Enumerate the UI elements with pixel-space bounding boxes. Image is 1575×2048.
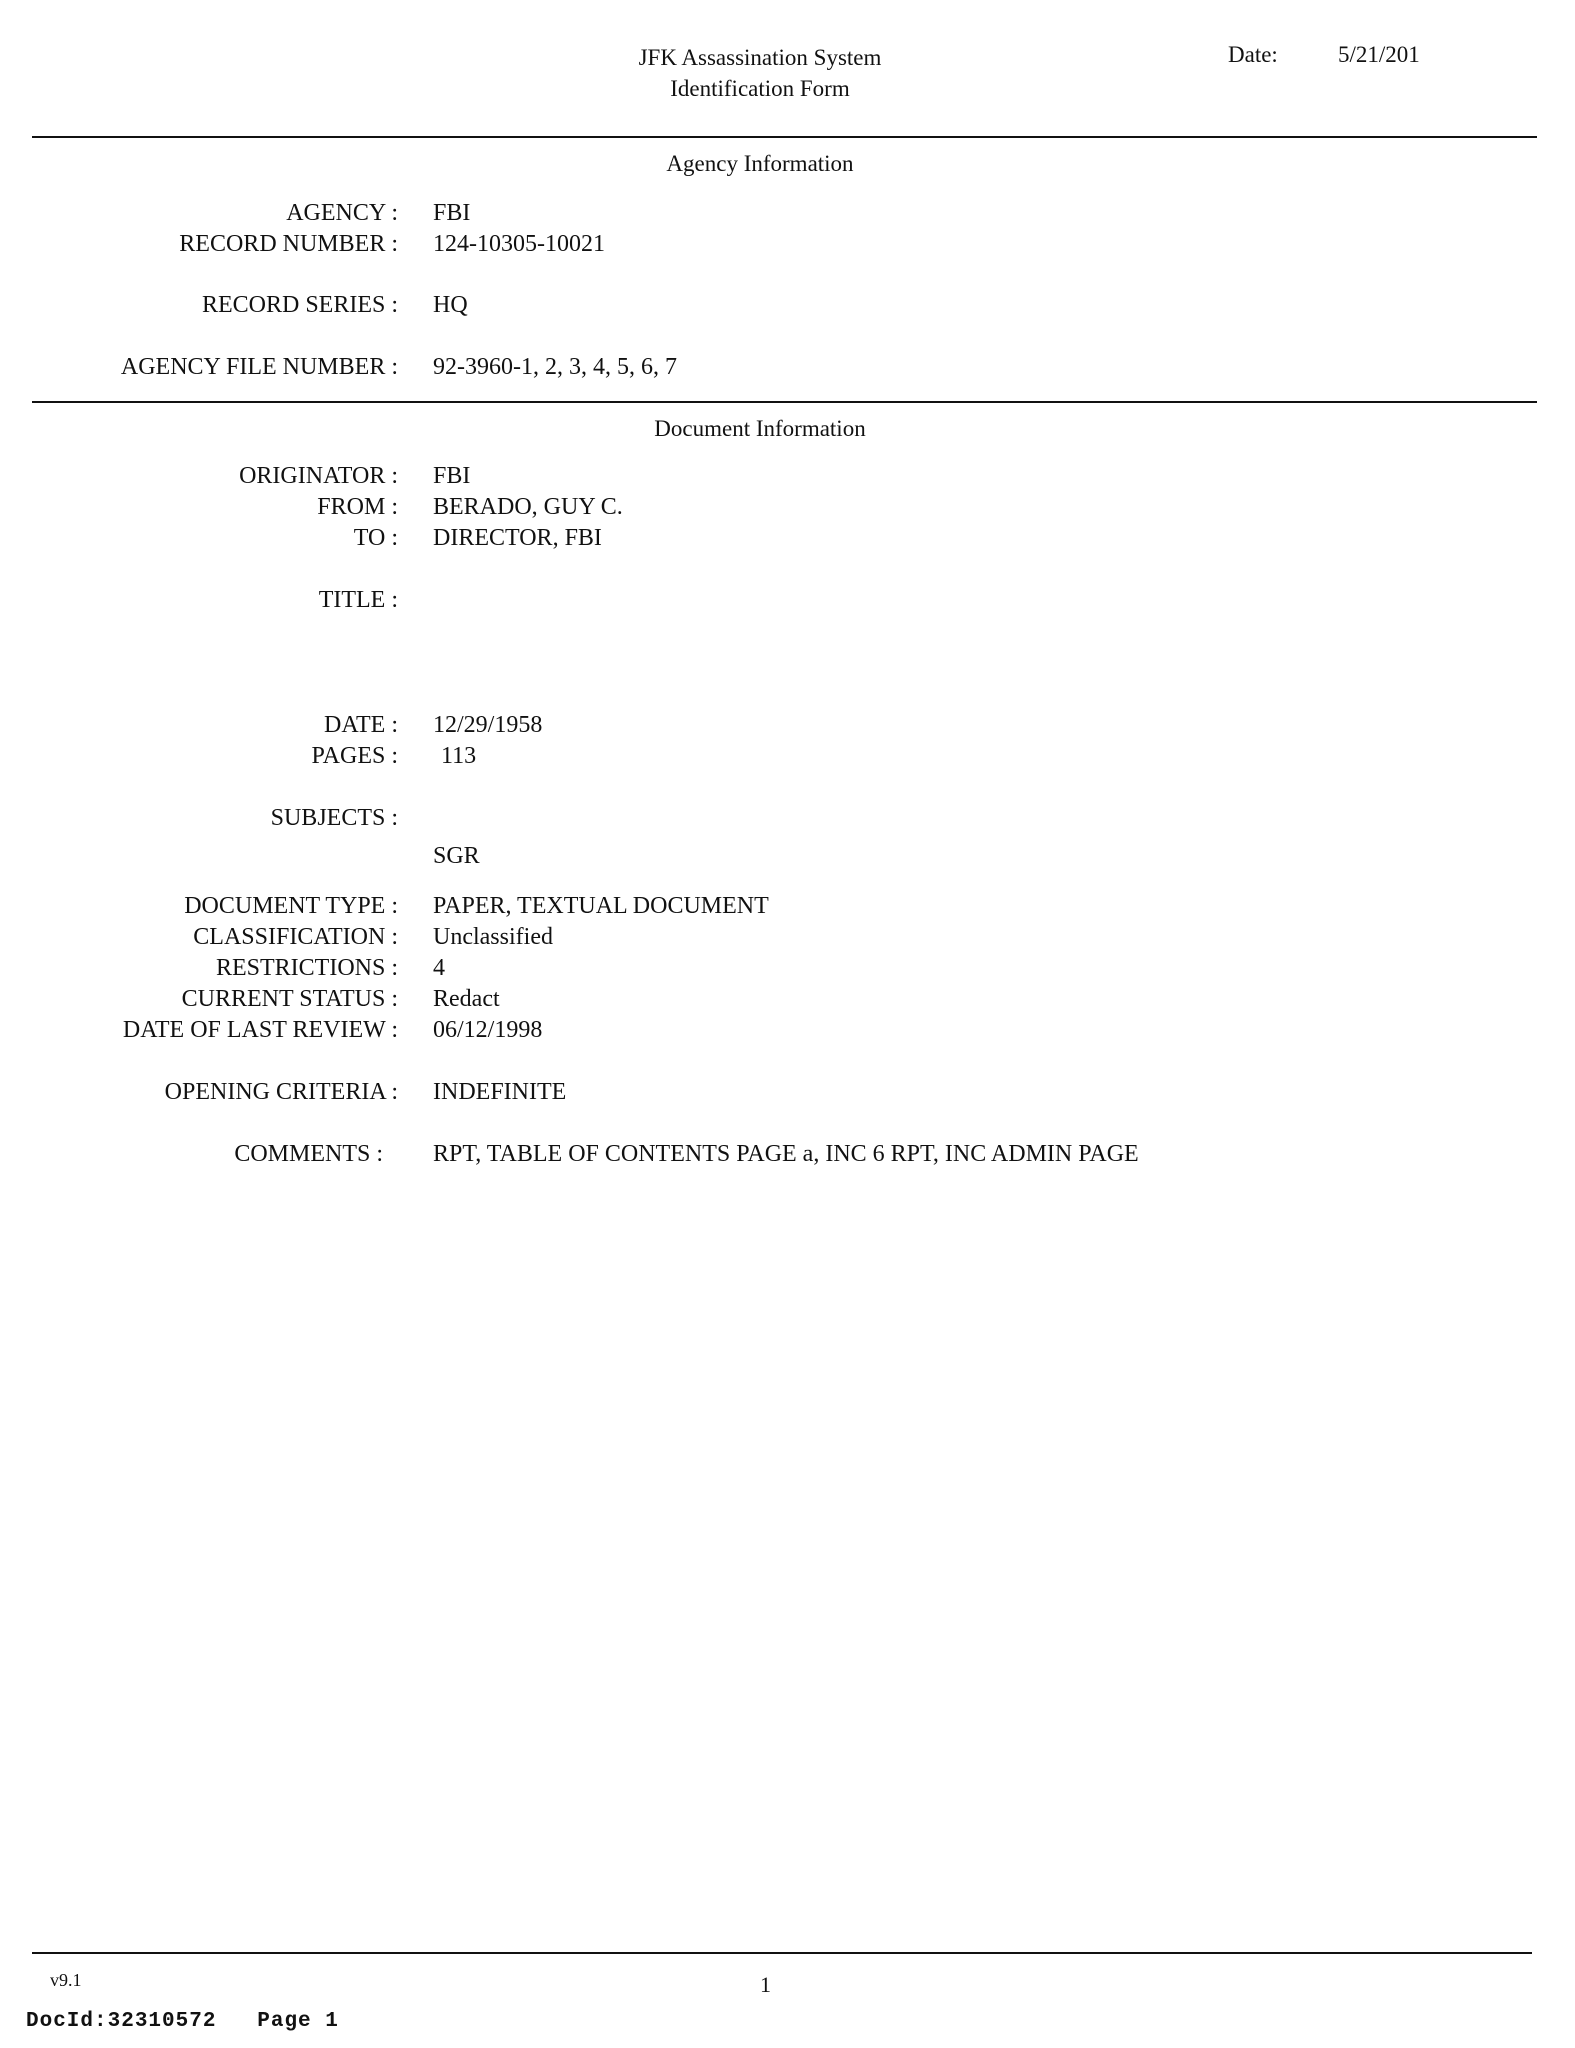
- restrictions-row: [0, 955, 1575, 987]
- header-date-value: 5/21/201: [1338, 42, 1420, 67]
- opening-criteria-label: OPENING CRITERIA :: [164, 1079, 398, 1105]
- pages-value: 113: [441, 743, 477, 769]
- opening-criteria-row: [0, 1079, 1575, 1111]
- comments-value: RPT, TABLE OF CONTENTS PAGE a, INC 6 RPT, INC ADMIN PAGE: [433, 1141, 1139, 1167]
- date-label: DATE :: [324, 712, 398, 738]
- subjects-value: SGR: [433, 843, 480, 869]
- record-number-value: 124-10305-10021: [433, 231, 605, 257]
- current-status-value: Redact: [433, 986, 500, 1012]
- document-type-label: DOCUMENT TYPE :: [184, 893, 398, 919]
- to-row: [0, 525, 1575, 557]
- comments-label: COMMENTS :: [234, 1141, 383, 1167]
- originator-value: FBI: [433, 463, 471, 489]
- originator-row: [0, 463, 1575, 495]
- subjects-label: SUBJECTS :: [270, 805, 398, 831]
- date-row: [0, 712, 1575, 744]
- from-row: [0, 494, 1575, 526]
- divider-top: [32, 136, 1537, 138]
- record-series-label: RECORD SERIES :: [201, 292, 398, 318]
- last-review-value: 06/12/1998: [433, 1017, 543, 1043]
- document-type-value: PAPER, TEXTUAL DOCUMENT: [433, 893, 769, 919]
- last-review-label: DATE OF LAST REVIEW :: [122, 1017, 398, 1043]
- classification-row: [0, 924, 1575, 956]
- agency-file-number-row: [0, 354, 1575, 386]
- current-status-row: [0, 986, 1575, 1018]
- system-name: JFK Assassination System: [638, 45, 882, 70]
- document-type-row: [0, 893, 1575, 925]
- record-number-row: [0, 231, 1575, 263]
- agency-label: AGENCY :: [286, 200, 398, 226]
- page-number: 1: [760, 1972, 771, 1997]
- pages-label: PAGES :: [311, 743, 398, 769]
- comments-row: [0, 1141, 1575, 1173]
- header-date-label: Date:: [1228, 42, 1278, 67]
- restrictions-value: 4: [433, 955, 445, 981]
- opening-criteria-value: INDEFINITE: [433, 1079, 567, 1105]
- form-header-title: [560, 42, 960, 104]
- subjects-row: [0, 805, 1575, 837]
- last-review-row: [0, 1017, 1575, 1049]
- to-value: DIRECTOR, FBI: [433, 525, 602, 551]
- classification-value: Unclassified: [433, 924, 553, 950]
- restrictions-label: RESTRICTIONS :: [215, 955, 398, 981]
- agency-row: [0, 200, 1575, 232]
- date-value: 12/29/1958: [433, 712, 543, 738]
- agency-file-number-label: AGENCY FILE NUMBER :: [120, 354, 398, 380]
- document-section-title: Document Information: [654, 416, 866, 441]
- record-series-value: HQ: [433, 292, 468, 318]
- title-row: [0, 587, 1575, 619]
- to-label: TO :: [353, 525, 398, 551]
- from-label: FROM :: [317, 494, 398, 520]
- pages-row: [0, 743, 1575, 775]
- title-label: TITLE :: [318, 587, 398, 613]
- docid-stamp: DocId:32310572 Page 1: [26, 2010, 339, 2033]
- from-value: BERADO, GUY C.: [433, 494, 623, 520]
- current-status-label: CURRENT STATUS :: [181, 986, 398, 1012]
- classification-label: CLASSIFICATION :: [193, 924, 398, 950]
- divider-bottom: [32, 1952, 1532, 1954]
- form-name: Identification Form: [670, 76, 850, 101]
- agency-value: FBI: [433, 200, 471, 226]
- version-label: v9.1: [50, 1970, 82, 1990]
- divider-middle: [32, 401, 1537, 403]
- record-series-row: [0, 292, 1575, 324]
- agency-file-number-value: 92-3960-1, 2, 3, 4, 5, 6, 7: [433, 354, 677, 380]
- record-number-label: RECORD NUMBER :: [179, 231, 398, 257]
- agency-section-title: Agency Information: [666, 151, 854, 176]
- subjects-value-row: [0, 843, 1575, 875]
- originator-label: ORIGINATOR :: [239, 463, 398, 489]
